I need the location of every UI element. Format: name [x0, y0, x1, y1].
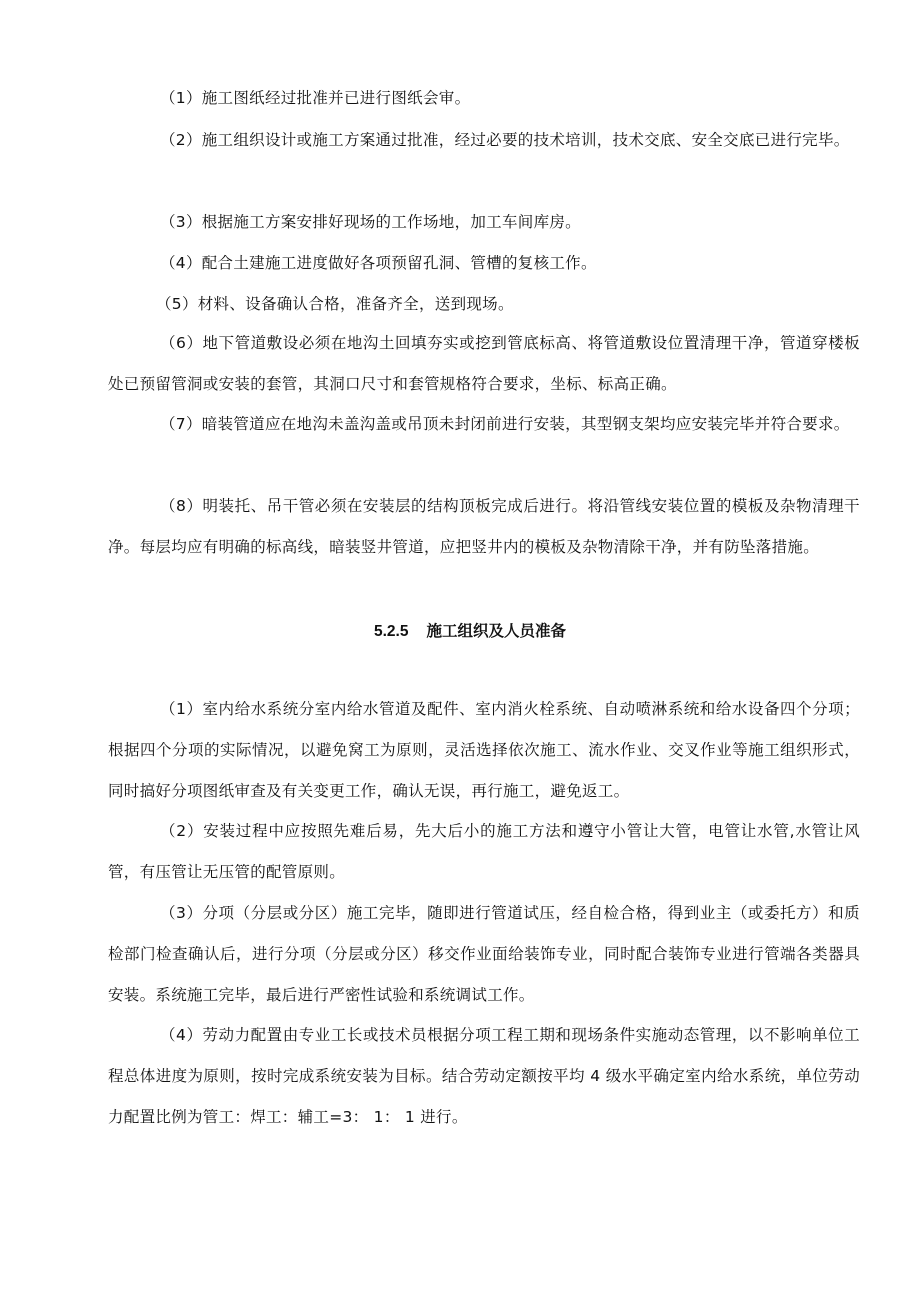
prep-item-5: （5）材料、设备确认合格，准备齐全，送到现场。 — [156, 295, 514, 313]
prep-item-1: （1）施工图纸经过批准并已进行图纸会审。 — [160, 89, 471, 107]
prep-item-8: （8）明装托、吊干管必须在安装层的结构顶板完成后进行。将沿管线安装位置的模板及杂物清理干净。每层均应有明确的标高线，暗装竖井管道，应把竖井内的模板及杂物清除干净，并有防坠落措施。 — [108, 497, 860, 556]
org-item-1: （1）室内给水系统分室内给水管道及配件、室内消火栓系统、自动喷淋系统和给水设备四个分项；根据四个分项的实际情况，以避免窝工为原则，灵活选择依次施工、流水作业、交叉作业等施工组织形式，同时搞好分项图纸审查及有关变更工作，确认无误，再行施工，避免返工。 — [108, 700, 860, 800]
prep-item-3: （3）根据施工方案安排好现场的工作场地，加工车间库房。 — [160, 213, 581, 231]
prep-item-7: （7）暗装管道应在地沟未盖沟盖或吊顶未封闭前进行安装，其型钢支架均应安装完毕并符合要求。 — [160, 415, 850, 433]
prep-item-4: （4）配合土建施工进度做好各项预留孔洞、管槽的复核工作。 — [160, 254, 597, 272]
prep-item-6: （6）地下管道敷设必须在地沟土回填夯实或挖到管底标高、将管道敷设位置清理干净，管道穿楼板处已预留管洞或安装的套管，其洞口尺寸和套管规格符合要求，坐标、标高正确。 — [108, 334, 860, 393]
section-number: 5.2.5 — [374, 623, 409, 640]
section-title: 施工组织及人员准备 — [426, 622, 566, 640]
org-item-4: （4）劳动力配置由专业工长或技术员根据分项工程工期和现场条件实施动态管理，以不影响单位工程总体进度为原则，按时完成系统安装为目标。结合劳动定额按平均 4 级水平确定室内给水系统，单位劳动力配置比例为管工：焊工：辅工=3： 1： 1 进行。 — [108, 1026, 860, 1126]
org-item-3: （3）分项（分层或分区）施工完毕，随即进行管道试压，经自检合格，得到业主（或委托方）和质检部门检查确认后，进行分项（分层或分区）移交作业面给装饰专业，同时配合装饰专业进行管端各类器具安装。系统施工完毕，最后进行严密性试验和系统调试工作。 — [108, 904, 860, 1004]
prep-item-2: （2）施工组织设计或施工方案通过批准，经过必要的技术培训，技术交底、安全交底已进行完毕。 — [160, 131, 850, 149]
section-heading — [0, 611, 920, 652]
org-item-2: （2）安装过程中应按照先难后易，先大后小的施工方法和遵守小管让大管，电管让水管,水管让风管，有压管让无压管的配管原则。 — [108, 822, 860, 881]
